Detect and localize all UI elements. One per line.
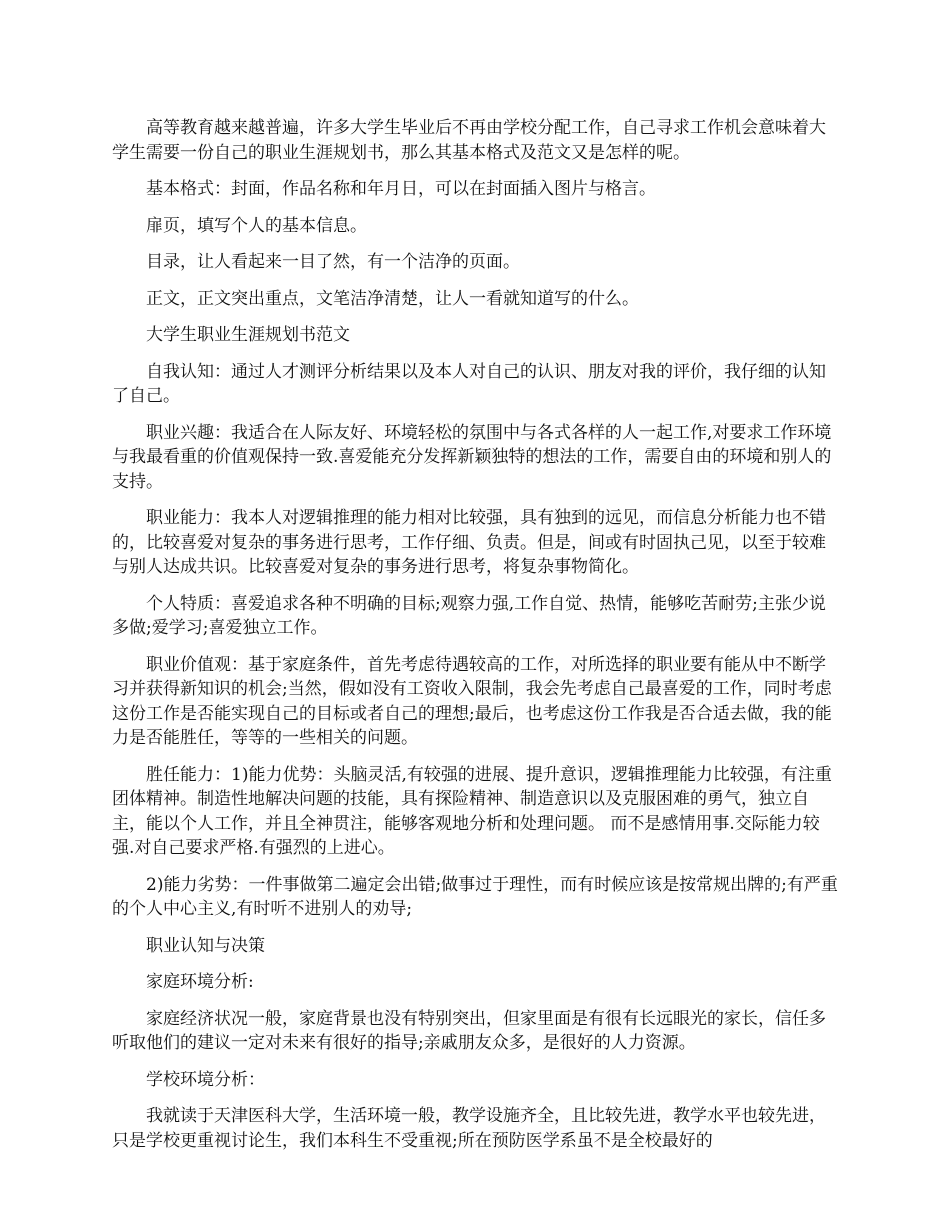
- competency-weaknesses-paragraph: 2)能力劣势：一件事做第二遍定会出错;做事过于理性，而有时候应该是按常规出牌的;有严重的个人中心主义,有时听不进别人的劝导;: [112, 874, 838, 919]
- school-analysis-paragraph: 我就读于天津医科大学，生活环境一般，教学设施齐全，且比较先进，教学水平也较先进，只是学校更重视讨论生，我们本科生不受重视;所在预防医学系虽不是全校最好的: [112, 1106, 826, 1151]
- career-interest-paragraph: 职业兴趣：我适合在人际友好、环境轻松的氛围中与各式各样的人一起工作,对要求工作环境与我最看重的价值观保持一致.喜爱能充分发挥新颖独特的想法的工作，需要自由的环境和别人的支持。: [112, 422, 832, 492]
- body-text-paragraph: 正文，正文突出重点，文笔洁净清楚，让人一看就知道写的什么。: [146, 288, 639, 309]
- basic-format-paragraph: 基本格式：封面，作品名称和年月日，可以在封面插入图片与格言。: [146, 179, 656, 199]
- document-page: [112, 116, 842, 1165]
- family-analysis-paragraph: 家庭经济状况一般，家庭背景也没有特别突出，但家里面是有很有长远眼光的家长，信任多听取他们的建议一定对未来有很好的指导;亲戚朋友众多，是很好的人力资源。: [112, 1008, 826, 1053]
- career-values-paragraph: 职业价值观：基于家庭条件，首先考虑待遇较高的工作，对所选择的职业要有能从中不断学习并获得新知识的机会;当然，假如没有工资收入限制，我会先考虑自己最喜爱的工作，同时考虑这份工作是否能实现自己的目标或者自己的理想;最后，也考虑这份工作我是否合适去做，我的能力是否能胜任，等等的一些相关的问题。: [112, 654, 832, 748]
- family-analysis-heading: 家庭环境分析:: [146, 972, 254, 992]
- career-decision-heading: 职业认知与决策: [146, 935, 265, 956]
- intro-paragraph: 高等教育越来越普遍，许多大学生毕业后不再由学校分配工作，自己寻求工作机会意味着大学生需要一份自己的职业生涯规划书，那么其基本格式及范文又是怎样的呢。: [112, 118, 826, 163]
- personal-traits-paragraph: 个人特质：喜爱追求各种不明确的目标;观察力强,工作自觉、热情，能够吃苦耐劳;主张少说多做;爱学习;喜爱独立工作。: [112, 593, 826, 638]
- competency-strengths-paragraph: 胜任能力：1)能力优势：头脑灵活,有较强的进展、提升意识，逻辑推理能力比较强，有注重团体精神。制造性地解决问题的技能，具有探险精神、制造意识以及克服困难的勇气，独立自主，能以个人工作，并且全神贯注，能够客观地分析和处理问题。 而不是感情用事.交际能力较强.对自己要求严格.有强烈的上进心。: [112, 764, 832, 858]
- career-ability-paragraph: 职业能力：我本人对逻辑推理的能力相对比较强，具有独到的远见，而信息分析能力也不错的，比较喜爱对复杂的事务进行思考，工作仔细、负责。但是，间或有时固执己见，以至于较难与别人达成共识。比较喜爱对复杂的事务进行思考，将复杂事物简化。: [112, 508, 826, 577]
- table-of-contents-paragraph: 目录，让人看起来一目了然，有一个洁净的页面。: [146, 252, 520, 272]
- sample-heading: 大学生职业生涯规划书范文: [146, 325, 350, 345]
- title-page-paragraph: 扉页，填写个人的基本信息。: [146, 215, 367, 236]
- self-awareness-paragraph: 自我认知：通过人才测评分析结果以及本人对自己的认识、朋友对我的评价，我仔细的认知了自己。: [112, 361, 826, 406]
- school-analysis-heading: 学校环境分析：: [146, 1069, 265, 1090]
